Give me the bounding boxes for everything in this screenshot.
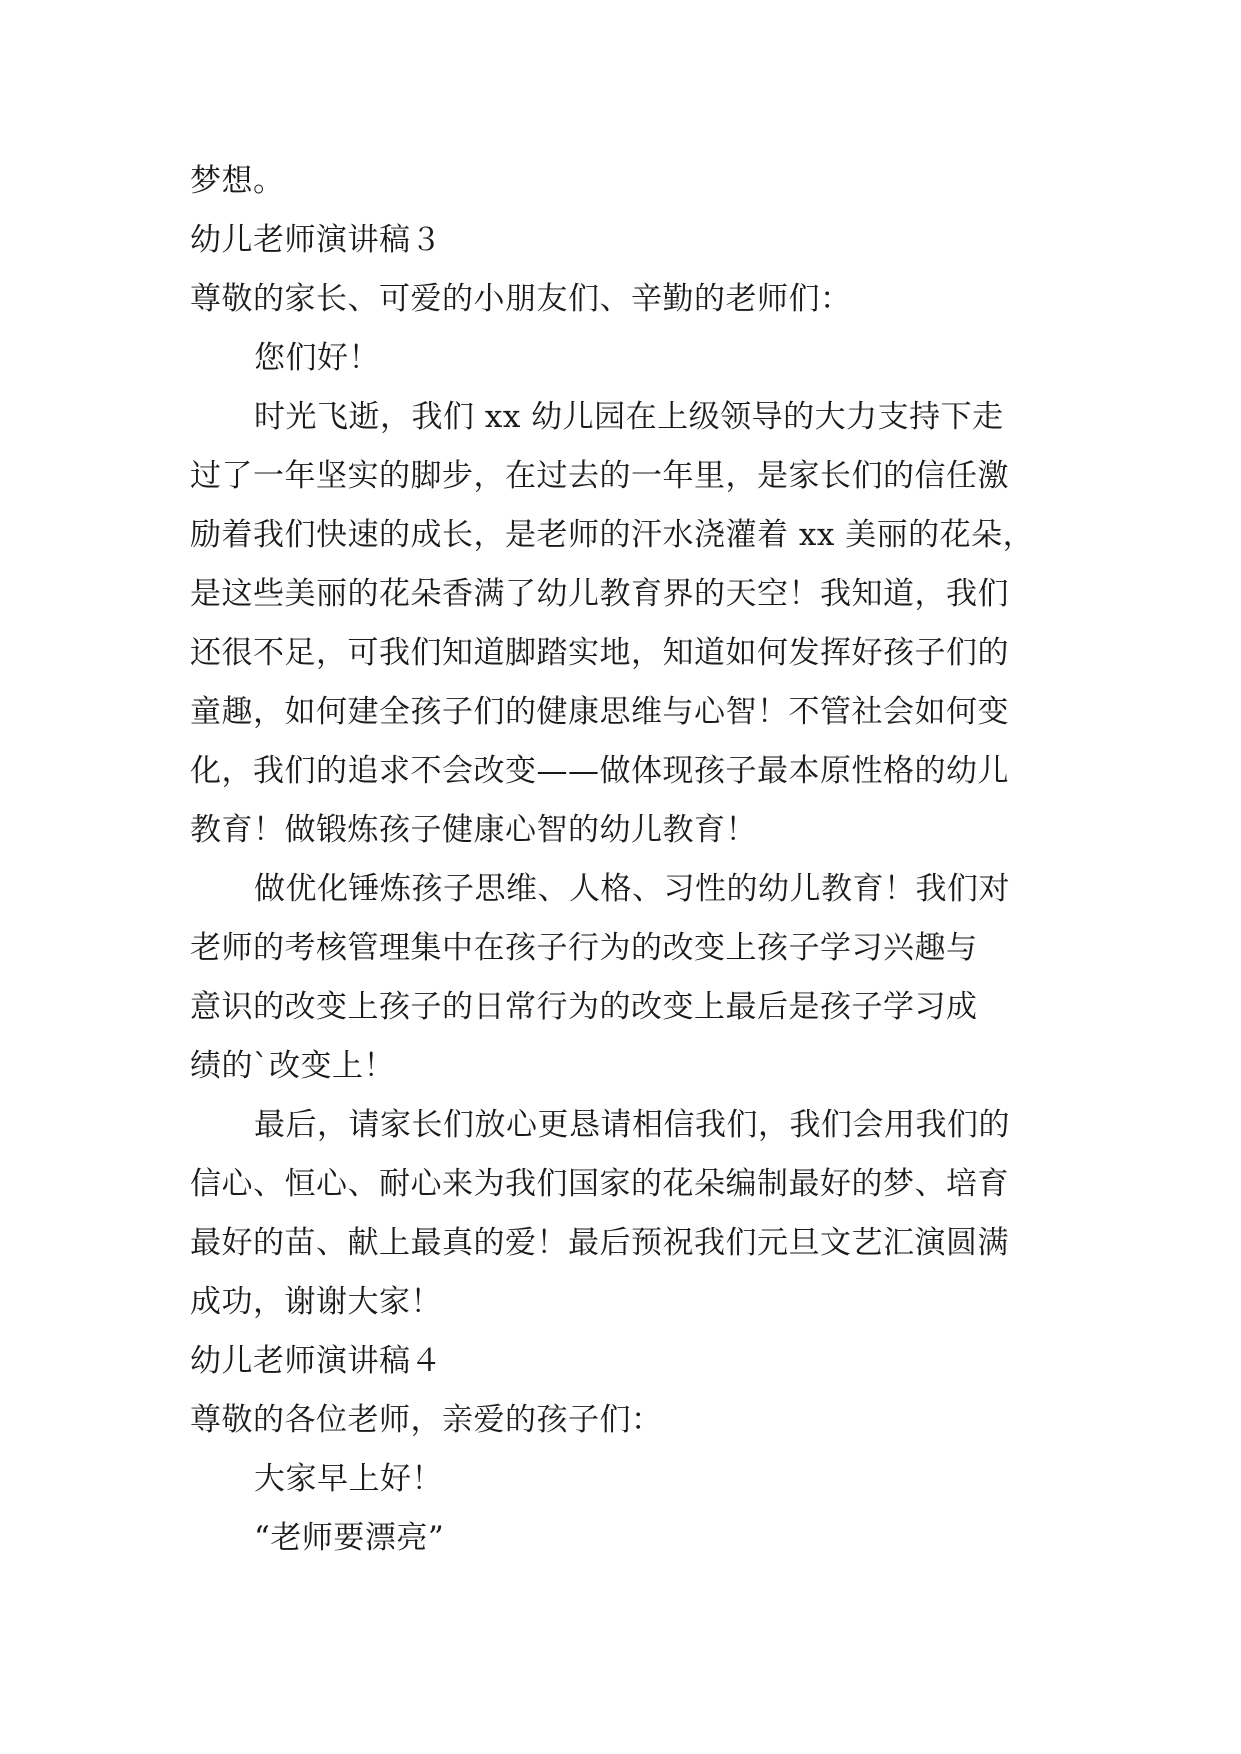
paragraph-line: 老师的考核管理集中在孩子行为的改变上孩子学习兴趣与 bbox=[190, 930, 978, 966]
greeting: 您们好！ bbox=[254, 340, 380, 376]
paragraph-line: 做优化锤炼孩子思维、人格、习性的幼儿教育！我们对 bbox=[254, 871, 1010, 907]
salutation: 尊敬的各位老师，亲爱的孩子们： bbox=[190, 1402, 663, 1438]
paragraph-line: 时光飞逝，我们 xx 幼儿园在上级领导的大力支持下走 bbox=[254, 399, 1004, 435]
paragraph-line: 化，我们的追求不会改变——做体现孩子最本原性格的幼儿 bbox=[190, 753, 1009, 789]
paragraph-line: 过了一年坚实的脚步，在过去的一年里，是家长们的信任激 bbox=[190, 458, 1009, 494]
salutation: 尊敬的家长、可爱的小朋友们、辛勤的老师们： bbox=[190, 281, 852, 317]
paragraph-line: 是这些美丽的花朵香满了幼儿教育界的天空！我知道，我们 bbox=[190, 576, 1009, 612]
paragraph-line: 励着我们快速的成长，是老师的汗水浇灌着 xx 美丽的花朵， bbox=[190, 517, 1035, 553]
paragraph-line: 信心、恒心、耐心来为我们国家的花朵编制最好的梦、培育 bbox=[190, 1166, 1009, 1202]
document-body bbox=[190, 152, 1050, 1568]
paragraph-line: 教育！做锻炼孩子健康心智的幼儿教育！ bbox=[190, 812, 757, 848]
section-heading: 幼儿老师演讲稿３ bbox=[190, 222, 442, 258]
paragraph-line: 绩的`改变上！ bbox=[190, 1048, 395, 1084]
paragraph-line: 童趣，如何建全孩子们的健康思维与心智！不管社会如何变 bbox=[190, 694, 1009, 730]
quote-line: “老师要漂亮” bbox=[254, 1520, 445, 1556]
text-line: 梦想。 bbox=[190, 163, 285, 199]
greeting: 大家早上好！ bbox=[254, 1461, 443, 1497]
section-heading: 幼儿老师演讲稿４ bbox=[190, 1343, 442, 1379]
paragraph-line: 成功，谢谢大家！ bbox=[190, 1284, 442, 1320]
paragraph-line: 最好的苗、献上最真的爱！最后预祝我们元旦文艺汇演圆满 bbox=[190, 1225, 1009, 1261]
paragraph-line: 还很不足，可我们知道脚踏实地，知道如何发挥好孩子们的 bbox=[190, 635, 1009, 671]
paragraph-line: 最后，请家长们放心更恳请相信我们，我们会用我们的 bbox=[254, 1107, 1010, 1143]
paragraph-line: 意识的改变上孩子的日常行为的改变上最后是孩子学习成 bbox=[190, 989, 978, 1025]
